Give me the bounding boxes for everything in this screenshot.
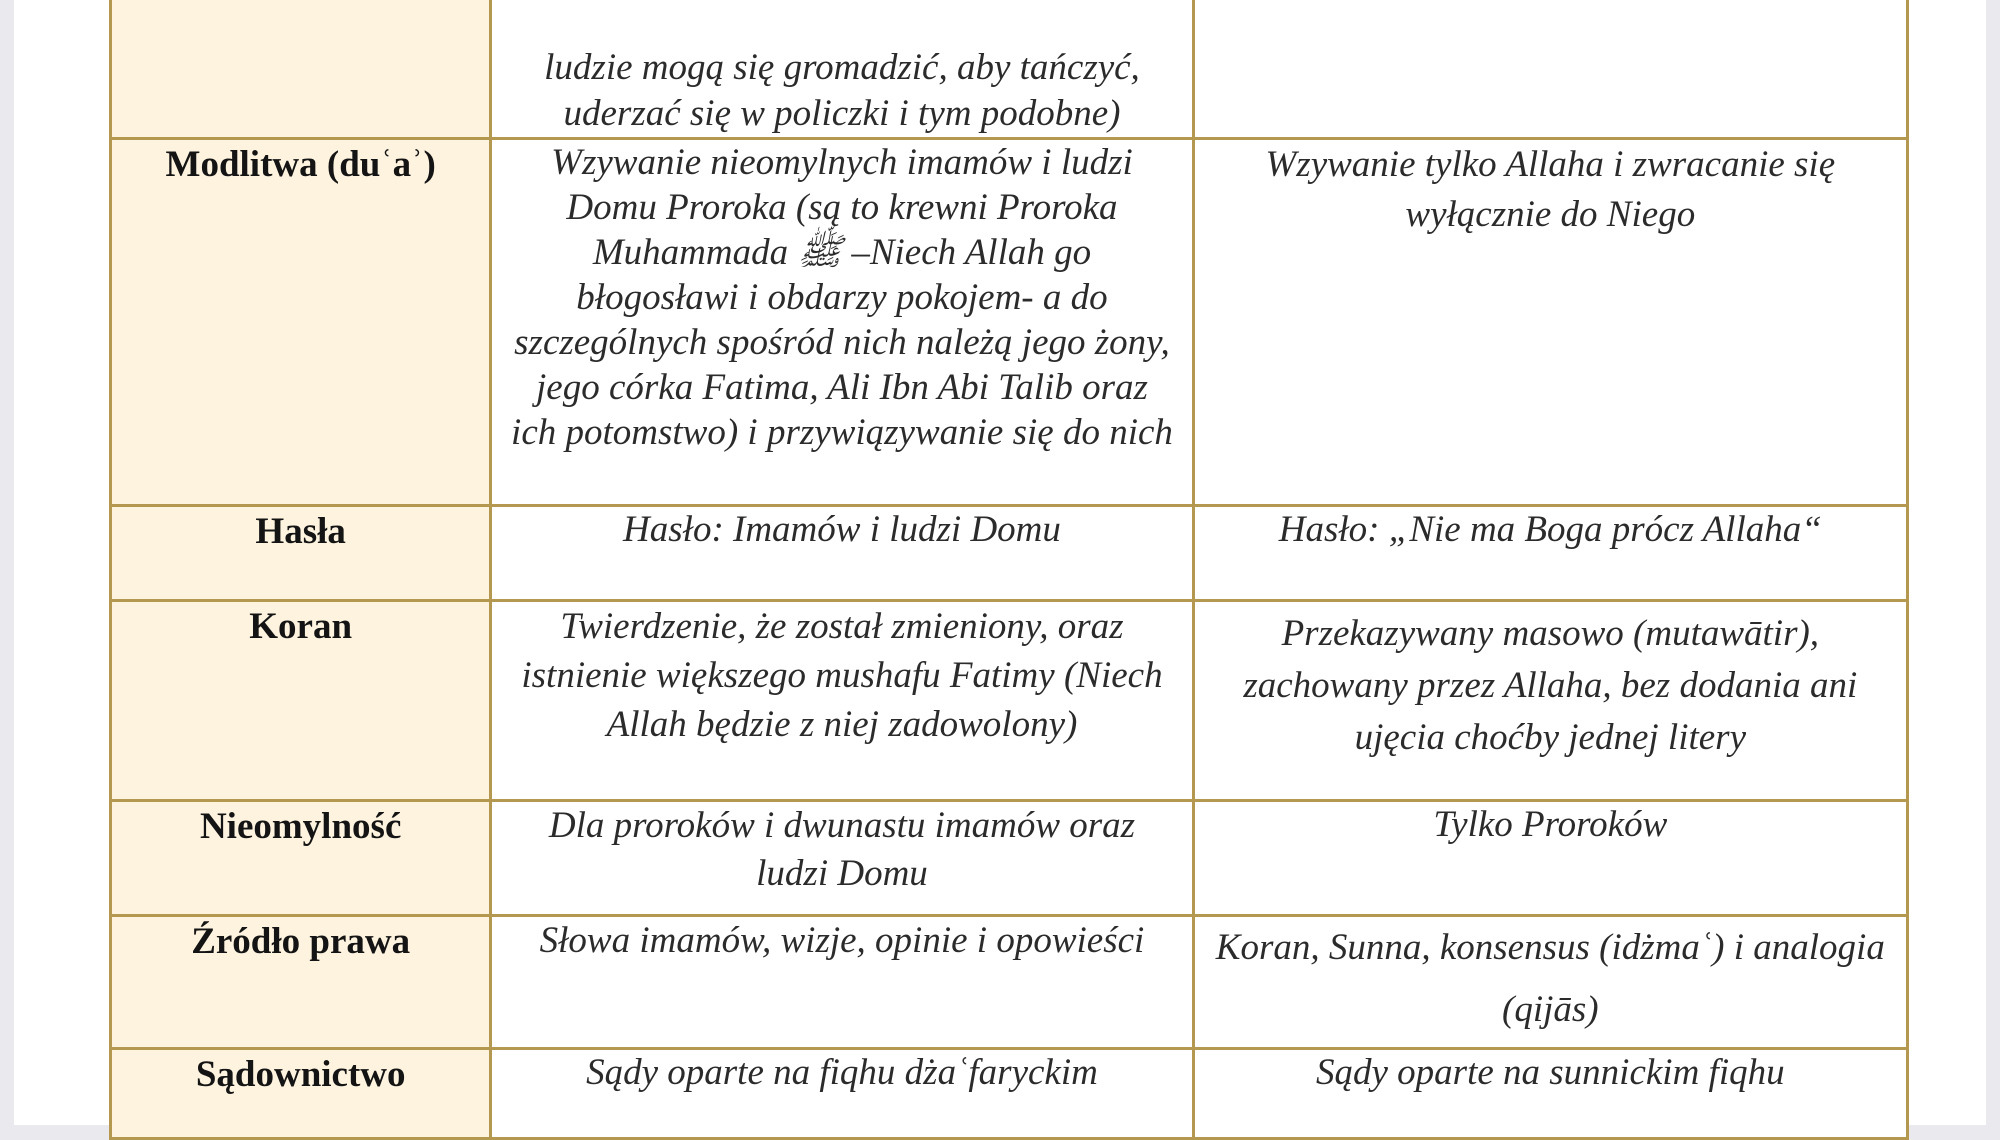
- shia-cell: Twierdzenie, że został zmieniony, oraz istnienie większego mushafu Fatimy (Niech Allah będzie z niej zadowolony): [491, 601, 1193, 801]
- row-label: [111, 0, 491, 139]
- row-label: Hasła: [111, 506, 491, 601]
- table-row: [111, 139, 1908, 506]
- sunni-cell: Sądy oparte na sunnickim fiqhu: [1193, 1049, 1907, 1139]
- sunni-cell: Hasło: „Nie ma Boga prócz Allaha“: [1193, 506, 1907, 601]
- shia-cell: Słowa imamów, wizje, opinie i opowieści: [491, 916, 1193, 1049]
- row-label: Sądownictwo: [111, 1049, 491, 1139]
- sunni-cell: Przekazywany masowo (mutawātir), zachowany przez Allaha, bez dodania ani ujęcia choćby jednej litery: [1193, 601, 1907, 801]
- row-label: Źródło prawa: [111, 916, 491, 1049]
- table-row: [111, 1049, 1908, 1139]
- sunni-cell: Tylko Proroków: [1193, 801, 1907, 916]
- row-label: Modlitwa (duʿaʾ): [111, 139, 491, 506]
- shia-cell: ludzie mogą się gromadzić, aby tańczyć, uderzać się w policzki i tym podobne): [491, 0, 1193, 139]
- shia-cell: Wzywanie nieomylnych imamów i ludzi Domu Proroka (są to krewni Proroka Muhammada ﷺ –Niech Allah go błogosławi i obdarzy pokojem- a do szczególnych spośród nich należą jego żony, jego córka Fatima, Ali Ibn Abi Talib oraz ich potomstwo) i przywiązywanie się do nich: [491, 139, 1193, 506]
- document-page: [14, 0, 1986, 1125]
- table-row: [111, 0, 1908, 139]
- row-label: Koran: [111, 601, 491, 801]
- table-row: [111, 601, 1908, 801]
- sunni-cell: Wzywanie tylko Allaha i zwracanie się wyłącznie do Niego: [1193, 139, 1907, 506]
- shia-cell: Hasło: Imamów i ludzi Domu: [491, 506, 1193, 601]
- comparison-table: [109, 0, 1909, 1140]
- shia-cell: Dla proroków i dwunastu imamów oraz ludzi Domu: [491, 801, 1193, 916]
- sunni-cell: Koran, Sunna, konsensus (idżmaʿ) i analogia (qijās): [1193, 916, 1907, 1049]
- table-row: [111, 801, 1908, 916]
- row-label: Nieomylność: [111, 801, 491, 916]
- sunni-cell: [1193, 0, 1907, 139]
- table-row: [111, 506, 1908, 601]
- shia-cell: Sądy oparte na fiqhu dżaʿfaryckim: [491, 1049, 1193, 1139]
- table-row: [111, 916, 1908, 1049]
